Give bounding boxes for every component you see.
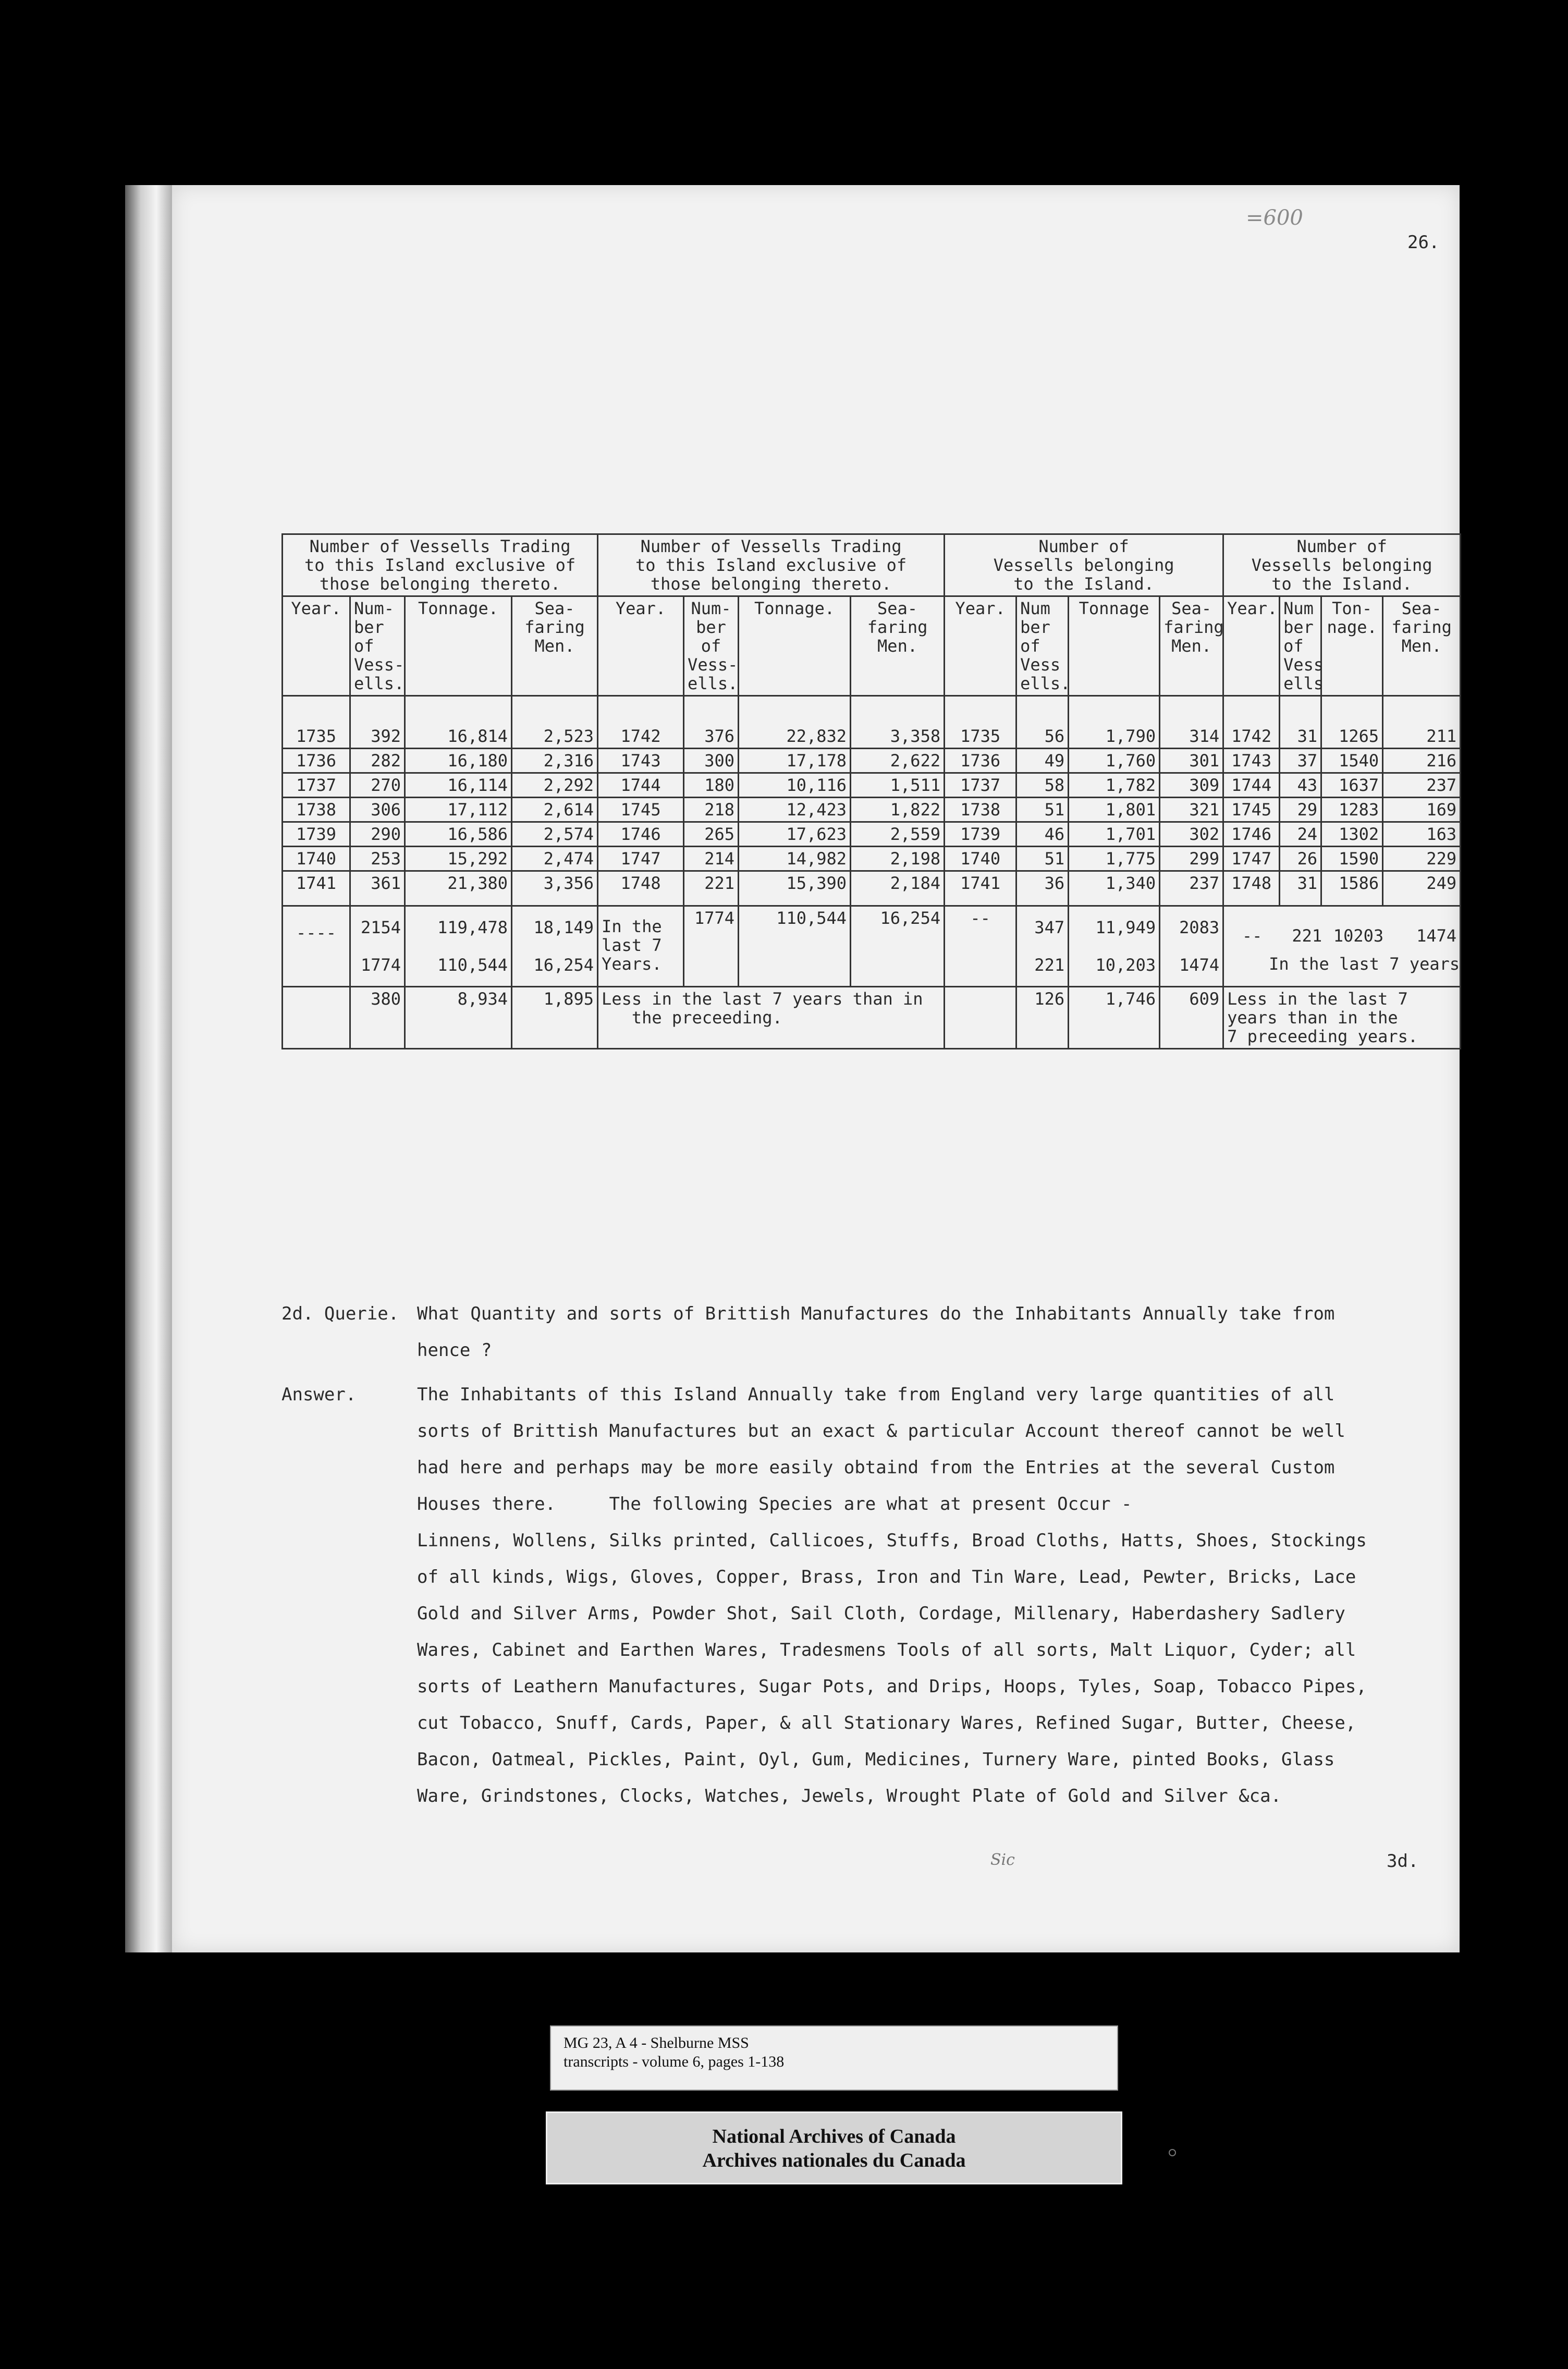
- vessels-table: [281, 533, 1461, 1049]
- table-cell: 249: [1383, 871, 1461, 906]
- table-cell: 1283: [1321, 798, 1383, 822]
- table-cell: 17,178: [739, 749, 851, 773]
- table-cell: 15,292: [405, 847, 512, 871]
- answer-line: sorts of Brittish Manufactures but an exact & particular Account thereof cannot be well: [417, 1421, 1345, 1442]
- film-edge: [125, 185, 177, 1952]
- table-cell: 3,356: [512, 871, 598, 906]
- table-cell: 1739: [945, 822, 1016, 847]
- table-cell: 2,614: [512, 798, 598, 822]
- answer-line: Wares, Cabinet and Earthen Wares, Tradesmens Tools of all sorts, Malt Liquor, Cyder; all: [417, 1640, 1356, 1660]
- column-header: Num ber of Vess ells: [1280, 596, 1321, 696]
- table-cell: 1,790: [1069, 696, 1160, 749]
- query-line: hence ?: [417, 1340, 492, 1361]
- table-cell: 1586: [1321, 871, 1383, 906]
- difference-row: [283, 987, 1461, 1049]
- totals-cell: [1069, 906, 1160, 987]
- table-row: [283, 798, 1461, 822]
- table-cell: 1748: [1223, 871, 1280, 906]
- total-value: 16,254: [851, 906, 945, 987]
- group-header: Number of Vessells Trading to this Island exclusive of those belonging thereto.: [598, 534, 945, 596]
- table-cell: 49: [1016, 749, 1069, 773]
- table-cell: 51: [1016, 798, 1069, 822]
- table-cell: 1265: [1321, 696, 1383, 749]
- total-value: 2083: [1179, 918, 1220, 937]
- total-value: 110,544: [739, 906, 851, 987]
- table-cell: 1738: [283, 798, 350, 822]
- total-value: 1474: [1416, 926, 1457, 946]
- totals-row: [283, 906, 1461, 987]
- group-header: Number of Vessells Trading to this Island exclusive of those belonging thereto.: [283, 534, 598, 596]
- table-cell: 3,358: [851, 696, 945, 749]
- difference-value: 1,746: [1069, 987, 1160, 1049]
- table-row: [283, 773, 1461, 798]
- difference-value: 609: [1160, 987, 1223, 1049]
- table-cell: 1744: [1223, 773, 1280, 798]
- table-cell: 31: [1280, 871, 1321, 906]
- total-value: 347: [1034, 918, 1065, 937]
- table-cell: 1302: [1321, 822, 1383, 847]
- table-cell: 24: [1280, 822, 1321, 847]
- table-cell: 1,775: [1069, 847, 1160, 871]
- difference-value: 380: [350, 987, 405, 1049]
- table-cell: 15,390: [739, 871, 851, 906]
- column-header: Sea- faring Men.: [512, 596, 598, 696]
- answer-line: Gold and Silver Arms, Powder Shot, Sail Cloth, Cordage, Millenary, Haberdashery Sadlery: [417, 1603, 1345, 1624]
- table-cell: 1736: [283, 749, 350, 773]
- table-cell: 301: [1160, 749, 1223, 773]
- answer-line: cut Tobacco, Snuff, Cards, Paper, & all Stationary Wares, Refined Sugar, Butter, Cheese,: [417, 1713, 1356, 1733]
- table-cell: 16,114: [405, 773, 512, 798]
- table-cell: 58: [1016, 773, 1069, 798]
- table-cell: 1743: [1223, 749, 1280, 773]
- column-header: Tonnage: [1069, 596, 1160, 696]
- table-cell: 56: [1016, 696, 1069, 749]
- totals-cell: [512, 906, 598, 987]
- table-cell: 1,701: [1069, 822, 1160, 847]
- table-row: [283, 871, 1461, 906]
- answer-line: Linnens, Wollens, Silks printed, Callicoes, Stuffs, Broad Cloths, Hatts, Shoes, Stockings: [417, 1530, 1367, 1551]
- totals-cell: [1016, 906, 1069, 987]
- answer-line: sorts of Leathern Manufactures, Sugar Pots, and Drips, Hoops, Tyles, Soap, Tobacco Pipes,: [417, 1676, 1367, 1697]
- table-cell: 265: [684, 822, 739, 847]
- archive-reference-line: MG 23, A 4 - Shelburne MSS: [564, 2034, 749, 2051]
- group-header: Number of Vessells belonging to the Island.: [945, 534, 1223, 596]
- totals-cell: [350, 906, 405, 987]
- table-cell: 10,116: [739, 773, 851, 798]
- table-cell: 218: [684, 798, 739, 822]
- group-header: Number of Vessells belonging to the Island.: [1223, 534, 1461, 596]
- difference-note: Less in the last 7 years than in the preceeding.: [598, 987, 945, 1049]
- table-cell: 29: [1280, 798, 1321, 822]
- column-header: Sea- faring Men.: [851, 596, 945, 696]
- table-cell: 221: [684, 871, 739, 906]
- total-value: 221: [1292, 926, 1322, 946]
- table-cell: 1735: [283, 696, 350, 749]
- table-cell: 2,316: [512, 749, 598, 773]
- table-row: [283, 847, 1461, 871]
- total-value: 16,254: [533, 955, 594, 975]
- column-header: Sea- faring Men.: [1160, 596, 1223, 696]
- table-cell: 1745: [598, 798, 684, 822]
- dot-mark: [1169, 2149, 1176, 2156]
- margin-annotation: Sic: [990, 1851, 1015, 1869]
- table-cell: 17,112: [405, 798, 512, 822]
- table-cell: 282: [350, 749, 405, 773]
- totals-cell: [405, 906, 512, 987]
- table-cell: 270: [350, 773, 405, 798]
- archive-reference-tag: [550, 2025, 1118, 2091]
- answer-line: had here and perhaps may be more easily obtaind from the Entries at the several Custom: [417, 1457, 1335, 1478]
- column-header: Ton- nage.: [1321, 596, 1383, 696]
- table-cell: 43: [1280, 773, 1321, 798]
- answer-text: [417, 1376, 1444, 1814]
- table-cell: 1736: [945, 749, 1016, 773]
- table-cell: 1741: [283, 871, 350, 906]
- table-cell: 180: [684, 773, 739, 798]
- column-header: Year.: [1223, 596, 1280, 696]
- column-header: Tonnage.: [405, 596, 512, 696]
- table-cell: 26: [1280, 847, 1321, 871]
- table-cell: 237: [1383, 773, 1461, 798]
- table-cell: 299: [1160, 847, 1223, 871]
- table-cell: 46: [1016, 822, 1069, 847]
- difference-note: Less in the last 7 years than in the 7 preceeding years.: [1223, 987, 1461, 1049]
- table-cell: 300: [684, 749, 739, 773]
- column-header: Year.: [945, 596, 1016, 696]
- totals-dash: ----: [283, 906, 350, 987]
- table-cell: 1739: [283, 822, 350, 847]
- table-cell: 169: [1383, 798, 1461, 822]
- totals-note: In the last 7 Years.: [598, 906, 684, 987]
- table-cell: 290: [350, 822, 405, 847]
- query-block: [281, 1296, 1444, 1369]
- table-cell: 2,474: [512, 847, 598, 871]
- table-cell: 22,832: [739, 696, 851, 749]
- total-value: 10,203: [1095, 955, 1156, 975]
- table-cell: 1748: [598, 871, 684, 906]
- table-cell: 302: [1160, 822, 1223, 847]
- table-cell: 2,559: [851, 822, 945, 847]
- totals-dash: --: [1242, 926, 1263, 946]
- table-cell: 306: [350, 798, 405, 822]
- institution-name-en: National Archives of Canada: [712, 2126, 956, 2147]
- table-cell: 1,782: [1069, 773, 1160, 798]
- table-cell: 36: [1016, 871, 1069, 906]
- column-header-row: [283, 596, 1461, 696]
- table-cell: 309: [1160, 773, 1223, 798]
- table-cell: 1740: [945, 847, 1016, 871]
- table-cell: 1746: [1223, 822, 1280, 847]
- table-cell: 1745: [1223, 798, 1280, 822]
- table-cell: 361: [350, 871, 405, 906]
- table-cell: 1637: [1321, 773, 1383, 798]
- table-cell: 1747: [598, 847, 684, 871]
- table-row: [283, 822, 1461, 847]
- answer-line: Bacon, Oatmeal, Pickles, Paint, Oyl, Gum, Medicines, Turnery Ware, pinted Books, Glass: [417, 1749, 1335, 1770]
- table-cell: 229: [1383, 847, 1461, 871]
- table-cell: 211: [1383, 696, 1461, 749]
- table-cell: 1740: [283, 847, 350, 871]
- table-cell: 1590: [1321, 847, 1383, 871]
- table-cell: 51: [1016, 847, 1069, 871]
- table-cell: 12,423: [739, 798, 851, 822]
- table-cell: 1738: [945, 798, 1016, 822]
- table-cell: 376: [684, 696, 739, 749]
- archive-institution-label: [546, 2111, 1122, 2184]
- difference-value: 126: [1016, 987, 1069, 1049]
- table-cell: 1,340: [1069, 871, 1160, 906]
- table-cell: 1742: [1223, 696, 1280, 749]
- query-line: What Quantity and sorts of Brittish Manufactures do the Inhabitants Annually take from: [417, 1303, 1335, 1324]
- column-header: Sea- faring Men.: [1383, 596, 1461, 696]
- table-cell: 17,623: [739, 822, 851, 847]
- table-cell: 37: [1280, 749, 1321, 773]
- table-cell: 14,982: [739, 847, 851, 871]
- table-cell: 2,292: [512, 773, 598, 798]
- table-cell: 21,380: [405, 871, 512, 906]
- data-rows: [283, 696, 1461, 906]
- total-value: 18,149: [533, 918, 594, 937]
- totals-dash: --: [945, 906, 1016, 987]
- table-cell: 1741: [945, 871, 1016, 906]
- difference-cell: [283, 987, 350, 1049]
- table-cell: 314: [1160, 696, 1223, 749]
- difference-value: 1,895: [512, 987, 598, 1049]
- answer-line: Houses there. The following Species are what at present Occur -: [417, 1494, 1132, 1515]
- table-cell: 31: [1280, 696, 1321, 749]
- table-cell: 163: [1383, 822, 1461, 847]
- column-header: Year.: [598, 596, 684, 696]
- answer-label: Answer.: [281, 1384, 357, 1405]
- table-cell: 2,523: [512, 696, 598, 749]
- table-cell: 1,760: [1069, 749, 1160, 773]
- table-cell: 2,574: [512, 822, 598, 847]
- archive-reference-line: transcripts - volume 6, pages 1-138: [564, 2053, 785, 2070]
- table-cell: 1747: [1223, 847, 1280, 871]
- table-cell: 1742: [598, 696, 684, 749]
- table-cell: 214: [684, 847, 739, 871]
- totals-cell: [1160, 906, 1223, 987]
- table-cell: 1743: [598, 749, 684, 773]
- table-cell: 16,586: [405, 822, 512, 847]
- table-cell: 1,801: [1069, 798, 1160, 822]
- table-cell: 2,622: [851, 749, 945, 773]
- answer-line: Ware, Grindstones, Clocks, Watches, Jewels, Wrought Plate of Gold and Silver &ca.: [417, 1786, 1282, 1806]
- difference-cell: [945, 987, 1016, 1049]
- table-cell: 321: [1160, 798, 1223, 822]
- total-value: 11,949: [1095, 918, 1156, 937]
- table-cell: 16,180: [405, 749, 512, 773]
- table-row: [283, 696, 1461, 749]
- group-header-row: [283, 534, 1461, 596]
- column-header: Tonnage.: [739, 596, 851, 696]
- query-label: 2d. Querie.: [281, 1303, 399, 1324]
- total-value: 110,544: [437, 955, 508, 975]
- column-header: Num- ber of Vess- ells.: [350, 596, 405, 696]
- table-cell: 1746: [598, 822, 684, 847]
- institution-name-fr: Archives nationales du Canada: [702, 2150, 966, 2171]
- table-cell: 216: [1383, 749, 1461, 773]
- answer-line: of all kinds, Wigs, Gloves, Copper, Brass, Iron and Tin Ware, Lead, Pewter, Bricks, Lace: [417, 1567, 1356, 1588]
- answer-line: The Inhabitants of this Island Annually take from England very large quantities of all: [417, 1384, 1335, 1405]
- table-cell: 392: [350, 696, 405, 749]
- catchword: 3d.: [1387, 1851, 1419, 1872]
- table-cell: 237: [1160, 871, 1223, 906]
- pencil-annotation: =600: [1246, 206, 1303, 230]
- total-value: 1474: [1179, 955, 1220, 975]
- column-header: Num- ber of Vess- ells.: [684, 596, 739, 696]
- table-cell: 16,814: [405, 696, 512, 749]
- table-cell: 1735: [945, 696, 1016, 749]
- total-value: 2154: [360, 918, 401, 937]
- table-cell: 1737: [945, 773, 1016, 798]
- table-cell: 1,511: [851, 773, 945, 798]
- total-value: 1774: [360, 955, 401, 975]
- table-cell: 1,822: [851, 798, 945, 822]
- totals-note: In the last 7 years: [1269, 954, 1460, 974]
- total-value: 119,478: [437, 918, 508, 937]
- table-cell: 253: [350, 847, 405, 871]
- table-cell: 2,184: [851, 871, 945, 906]
- total-value: 221: [1034, 955, 1065, 975]
- column-header: Num ber of Vess ells.: [1016, 596, 1069, 696]
- table-cell: 1540: [1321, 749, 1383, 773]
- totals-island-group: [1223, 906, 1461, 987]
- totals-island-values: [1224, 907, 1460, 955]
- table-cell: 2,198: [851, 847, 945, 871]
- document-page: [172, 185, 1460, 1952]
- table-cell: 1737: [283, 773, 350, 798]
- total-value: 10203: [1333, 926, 1384, 946]
- answer-block: [281, 1376, 1444, 1814]
- table-cell: 1744: [598, 773, 684, 798]
- difference-value: 8,934: [405, 987, 512, 1049]
- table-row: [283, 749, 1461, 773]
- total-value: 1774: [684, 906, 739, 987]
- column-header: Year.: [283, 596, 350, 696]
- page-number: 26.: [1407, 232, 1440, 253]
